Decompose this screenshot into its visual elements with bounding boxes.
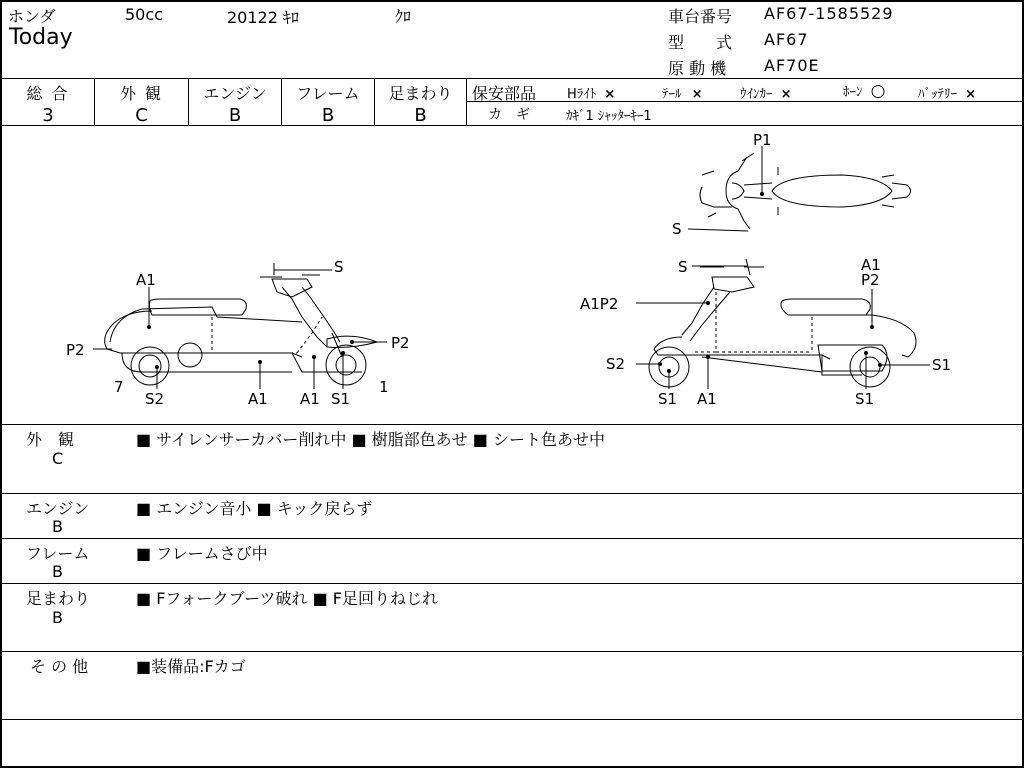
safety-item-name: ｳｲﾝｶｰ	[740, 87, 773, 102]
label-s2: S2	[145, 390, 165, 408]
label-s: S	[334, 258, 344, 276]
safety-item-mark: ×	[780, 87, 792, 102]
section-text: ■ Fフォークブーツ破れ ■ F足回りねじれ	[136, 589, 438, 608]
grade-suspension	[375, 79, 466, 126]
divider	[0, 424, 1024, 425]
grade-label: 足まわり	[388, 84, 453, 103]
grade-label: 総 合	[26, 84, 70, 103]
grade-label: フレーム	[296, 84, 360, 103]
marker-dots	[147, 192, 882, 373]
safety-item-horn	[843, 81, 885, 101]
label-s: S	[678, 258, 688, 276]
maker: ホンダ	[8, 7, 56, 26]
divider	[0, 493, 1024, 494]
section-grade: B	[52, 562, 63, 581]
section-head: そ の 他	[30, 657, 89, 676]
label-a1: A1	[300, 390, 320, 408]
safety-item-name: ﾃｰﾙ	[662, 87, 682, 102]
divider	[0, 719, 1024, 720]
label-a1: A1	[248, 390, 268, 408]
label-p2: P2	[391, 334, 410, 352]
grade-value: B	[414, 105, 427, 126]
section-grade: B	[52, 517, 63, 536]
engine-value: AF70E	[764, 56, 820, 75]
safety-item-winker	[740, 83, 792, 102]
divider	[0, 538, 1024, 539]
label-a1: A1	[136, 271, 156, 289]
model-name: Today	[9, 25, 73, 50]
type-value: AF67	[764, 30, 809, 49]
safety-item-name: Hﾗｲﾄ	[567, 87, 597, 102]
divider	[0, 583, 1024, 584]
label-s: S	[672, 220, 682, 238]
mileage: 20122 ｷﾛ	[227, 8, 299, 27]
section-head: 足まわり	[26, 589, 91, 608]
section-head: フレーム	[26, 544, 90, 563]
label-p2: P2	[66, 341, 85, 359]
grade-label: エンジン	[203, 84, 267, 103]
section-head: エンジン	[26, 499, 90, 518]
color: ｸﾛ	[395, 7, 412, 26]
scooter-top-view	[700, 153, 911, 229]
safety-item-mark: ×	[604, 87, 616, 102]
label-1: 1	[379, 378, 389, 396]
key-label: カ ギ	[488, 107, 530, 123]
frame-no-label: 車台番号	[668, 7, 733, 26]
safety-item-name: ﾊﾞｯﾃﾘｰ	[918, 87, 957, 102]
safety-item-tail	[662, 83, 703, 102]
label-s2: S2	[606, 355, 626, 373]
section-grade: C	[52, 449, 64, 468]
label-s1: S1	[331, 390, 351, 408]
key-value: ｶｷﾞ1 ｼｬｯﾀｰｷｰ1	[566, 109, 652, 124]
section-text: ■ フレームさび中	[136, 544, 268, 563]
label-a1: A1	[697, 390, 717, 408]
grade-value: B	[228, 105, 242, 126]
label-s1: S1	[855, 390, 875, 408]
grade-label: 外 観	[119, 84, 164, 103]
divider	[0, 651, 1024, 652]
label-a1: A1	[861, 256, 881, 274]
label-p1: P1	[753, 131, 772, 149]
section-text: ■装備品:Fカゴ	[136, 657, 246, 676]
label-p2: P2	[861, 271, 880, 289]
displacement: 50cc	[125, 5, 163, 24]
section-grade: B	[52, 608, 63, 627]
grade-frame	[282, 79, 374, 126]
safety-item-mark: ×	[965, 87, 977, 102]
grade-engine	[189, 79, 281, 126]
grade-overall	[2, 79, 94, 126]
grade-value: C	[135, 105, 148, 126]
safety-label: 保安部品	[472, 84, 537, 103]
section-text: ■ サイレンサーカバー削れ中 ■ 樹脂部色あせ ■ シート色あせ中	[136, 430, 605, 449]
damage-diagram	[2, 127, 1022, 423]
label-s1: S1	[932, 356, 952, 374]
safety-item-mark: ○	[870, 81, 886, 101]
grade-value: 3	[42, 105, 54, 126]
section-text: ■ エンジン音小 ■ キック戻らず	[136, 499, 373, 518]
safety-item-battery	[918, 83, 976, 102]
grade-value: B	[321, 105, 335, 126]
frame-no: AF67-1585529	[764, 4, 894, 23]
label-a1p2: A1P2	[580, 295, 619, 313]
safety-item-headlight	[567, 83, 615, 102]
label-s1: S1	[658, 390, 678, 408]
safety-item-mark: ×	[691, 87, 703, 102]
scooter-diagrams	[2, 127, 1022, 423]
section-head: 外 観	[26, 430, 75, 449]
grade-exterior	[95, 79, 188, 126]
safety-item-name: ﾎｰﾝ	[843, 85, 863, 100]
engine-label: 原 動 機	[668, 59, 727, 78]
type-label: 型 式	[668, 33, 733, 52]
label-7: 7	[114, 378, 124, 396]
